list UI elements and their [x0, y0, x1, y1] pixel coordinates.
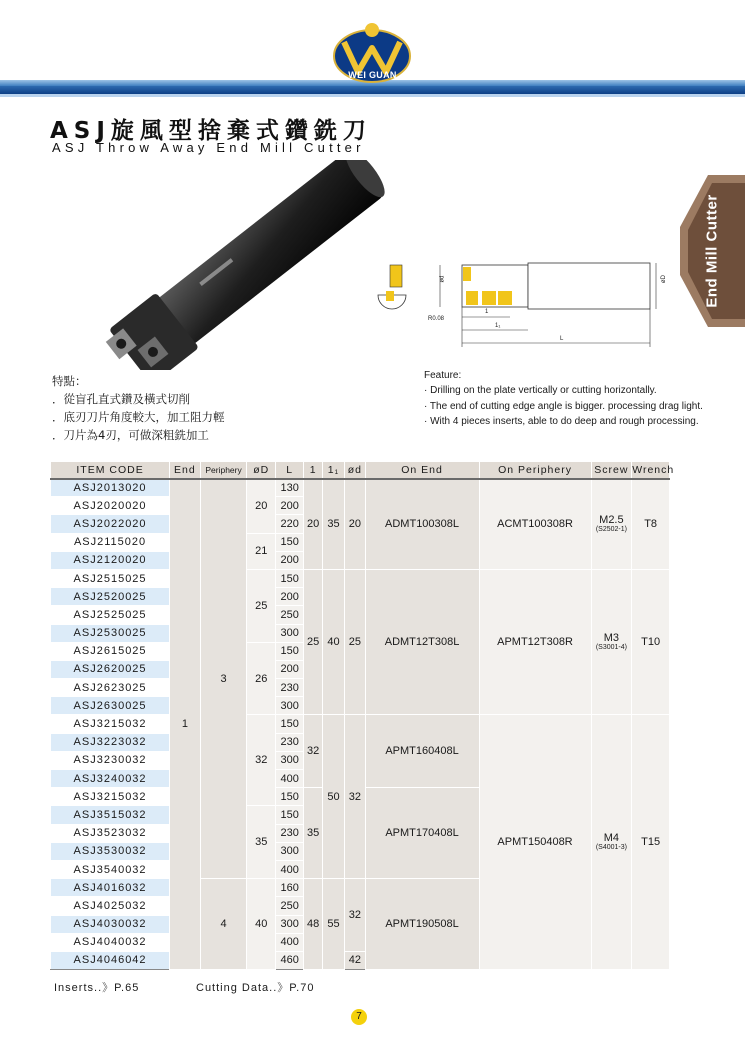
length-L: 160	[275, 879, 304, 897]
diameter-d: 25	[345, 569, 365, 715]
header-band-line	[0, 94, 745, 97]
insert-on-periphery: ACMT100308R	[479, 479, 591, 570]
item-code: ASJ4040032	[51, 933, 170, 951]
diameter-D: 32	[247, 715, 276, 806]
diameter-D: 35	[247, 806, 276, 879]
item-code: ASJ3230032	[51, 751, 170, 769]
end-mill-cutter-image	[80, 160, 400, 370]
length-L: 300	[275, 842, 304, 860]
screw-size: M3	[603, 632, 620, 645]
header-periphery: Periphery	[200, 462, 247, 479]
header-on-end: On End	[365, 462, 479, 479]
header-l1: 1₁	[322, 462, 344, 479]
item-code: ASJ2013020	[51, 479, 170, 497]
end-count: 1	[170, 479, 201, 970]
length-l1: 50	[322, 715, 344, 879]
length-L: 400	[275, 860, 304, 878]
length-l1: 55	[322, 879, 344, 970]
diagram-label-D: øD	[661, 275, 667, 283]
item-code: ASJ3215032	[51, 715, 170, 733]
features-title-cn: 特點：	[52, 374, 87, 388]
item-code: ASJ3240032	[51, 770, 170, 788]
length-L: 200	[275, 551, 304, 569]
diameter-d: 20	[345, 479, 365, 570]
item-code: ASJ4030032	[51, 915, 170, 933]
length-l1: 35	[322, 479, 344, 570]
diameter-d: 32	[345, 879, 365, 952]
length-L: 300	[275, 751, 304, 769]
item-code: ASJ2115020	[51, 533, 170, 551]
item-code: ASJ3215032	[51, 788, 170, 806]
screw	[591, 569, 632, 715]
feature-item-en: · With 4 pieces inserts, able to do deep and rough processing.	[424, 416, 699, 428]
header-l: 1	[304, 462, 322, 479]
feature-item-en: · The end of cutting edge angle is bigger. processing drag light.	[424, 400, 703, 412]
screw	[591, 715, 632, 970]
diameter-D: 20	[247, 479, 276, 534]
table-row	[51, 569, 670, 587]
length-l1: 40	[322, 569, 344, 715]
periphery-count: 3	[200, 479, 247, 879]
length-L: 150	[275, 569, 304, 587]
screw-code: (S4001-3)	[595, 844, 627, 852]
screw	[591, 479, 632, 570]
item-code: ASJ2520025	[51, 588, 170, 606]
length-l: 48	[304, 879, 322, 970]
insert-on-end: ADMT12T308L	[365, 569, 479, 715]
item-code: ASJ2022020	[51, 515, 170, 533]
item-code: ASJ3515032	[51, 806, 170, 824]
diameter-D: 26	[247, 642, 276, 715]
screw-size: M4	[603, 832, 620, 845]
insert-on-end: APMT190508L	[365, 879, 479, 970]
feature-item-en: · Drilling on the plate vertically or cutting horizontally.	[424, 385, 657, 397]
length-L: 250	[275, 897, 304, 915]
diagram-label-L: L	[560, 336, 564, 342]
periphery-count: 4	[200, 879, 247, 970]
feature-item-cn: ．刀片為4刃，可做深粗銑加工	[52, 428, 209, 442]
header-L: L	[275, 462, 304, 479]
inserts-page-link[interactable]: Inserts..》P.65	[54, 982, 140, 994]
side-tab-label: End Mill Cutter	[703, 194, 721, 308]
length-L: 400	[275, 933, 304, 951]
screw-code: (S2502-1)	[595, 526, 627, 534]
page-number: 7	[351, 1009, 367, 1025]
spec-table	[50, 461, 675, 970]
length-L: 150	[275, 533, 304, 551]
feature-item-cn: ．從盲孔直式鑽及橫式切削	[52, 392, 190, 406]
insert-on-end: APMT170408L	[365, 788, 479, 879]
item-code: ASJ2530025	[51, 624, 170, 642]
length-L: 200	[275, 588, 304, 606]
insert-on-end: ADMT100308L	[365, 479, 479, 570]
length-l: 35	[304, 788, 322, 879]
length-L: 150	[275, 806, 304, 824]
diameter-D: 25	[247, 569, 276, 642]
item-code: ASJ2620025	[51, 660, 170, 678]
length-L: 300	[275, 624, 304, 642]
screw-code: (S3001-4)	[595, 644, 627, 652]
item-code: ASJ4016032	[51, 879, 170, 897]
header-d: ød	[345, 462, 365, 479]
item-code: ASJ3523032	[51, 824, 170, 842]
features-chinese	[52, 372, 225, 444]
item-code: ASJ3530032	[51, 842, 170, 860]
features-title-en: Feature:	[424, 370, 462, 381]
length-L: 230	[275, 824, 304, 842]
header-D: øD	[247, 462, 276, 479]
header-screw: Screw	[591, 462, 632, 479]
header-end: End	[170, 462, 201, 479]
feature-item-cn: ．底刃刀片角度較大，加工阻力輕	[52, 410, 225, 424]
length-L: 150	[275, 642, 304, 660]
cutting-data-page-link[interactable]: Cutting Data..》P.70	[196, 982, 315, 994]
item-code: ASJ2020020	[51, 497, 170, 515]
length-L: 230	[275, 679, 304, 697]
diameter-D: 21	[247, 533, 276, 569]
length-L: 300	[275, 915, 304, 933]
diagram-label-l1: 1₁	[495, 323, 501, 329]
features-english	[424, 368, 704, 430]
logo-text: WEI GUAN	[348, 70, 397, 80]
item-code: ASJ4046042	[51, 951, 170, 969]
table-row	[51, 715, 670, 733]
wrench: T8	[632, 479, 670, 570]
length-L: 300	[275, 697, 304, 715]
item-code: ASJ2615025	[51, 642, 170, 660]
length-L: 150	[275, 788, 304, 806]
length-L: 200	[275, 497, 304, 515]
item-code: ASJ2120020	[51, 551, 170, 569]
item-code: ASJ2630025	[51, 697, 170, 715]
insert-on-periphery: APMT150408R	[479, 715, 591, 970]
length-L: 230	[275, 733, 304, 751]
length-L: 200	[275, 660, 304, 678]
page-title-chinese: ASJ旋風型捨棄式鑽銑刀	[50, 118, 372, 144]
item-code: ASJ3223032	[51, 733, 170, 751]
diameter-d: 42	[345, 951, 365, 969]
wrench: T15	[632, 715, 670, 970]
length-L: 130	[275, 479, 304, 497]
length-L: 400	[275, 770, 304, 788]
screw-size: M2.5	[599, 514, 624, 527]
header-item-code: ITEM CODE	[51, 462, 170, 479]
dimension-diagram	[370, 255, 670, 355]
length-L: 250	[275, 606, 304, 624]
diameter-D: 40	[247, 879, 276, 970]
item-code: ASJ4025032	[51, 897, 170, 915]
length-l: 32	[304, 715, 322, 788]
length-L: 220	[275, 515, 304, 533]
table-header-row	[51, 462, 670, 479]
wrench: T10	[632, 569, 670, 715]
insert-on-end: APMT160408L	[365, 715, 479, 788]
header-on-periphery: On Periphery	[479, 462, 591, 479]
diagram-label-d: ød	[439, 275, 446, 283]
weiguan-logo-icon	[330, 20, 415, 92]
item-code: ASJ2623025	[51, 679, 170, 697]
length-L: 460	[275, 951, 304, 969]
diameter-d: 32	[345, 715, 365, 879]
item-code: ASJ2525025	[51, 606, 170, 624]
item-code: ASJ3540032	[51, 860, 170, 878]
length-l: 25	[304, 569, 322, 715]
insert-on-periphery: APMT12T308R	[479, 569, 591, 715]
item-code: ASJ2515025	[51, 569, 170, 587]
page-title-english: ASJ Throw Away End Mill Cutter	[52, 140, 365, 155]
header-wrench: Wrench	[632, 462, 670, 479]
table-row	[51, 479, 670, 497]
length-L: 150	[275, 715, 304, 733]
diagram-label-r: R0.08	[428, 316, 445, 322]
length-l: 20	[304, 479, 322, 570]
diagram-label-l: 1	[485, 309, 489, 315]
